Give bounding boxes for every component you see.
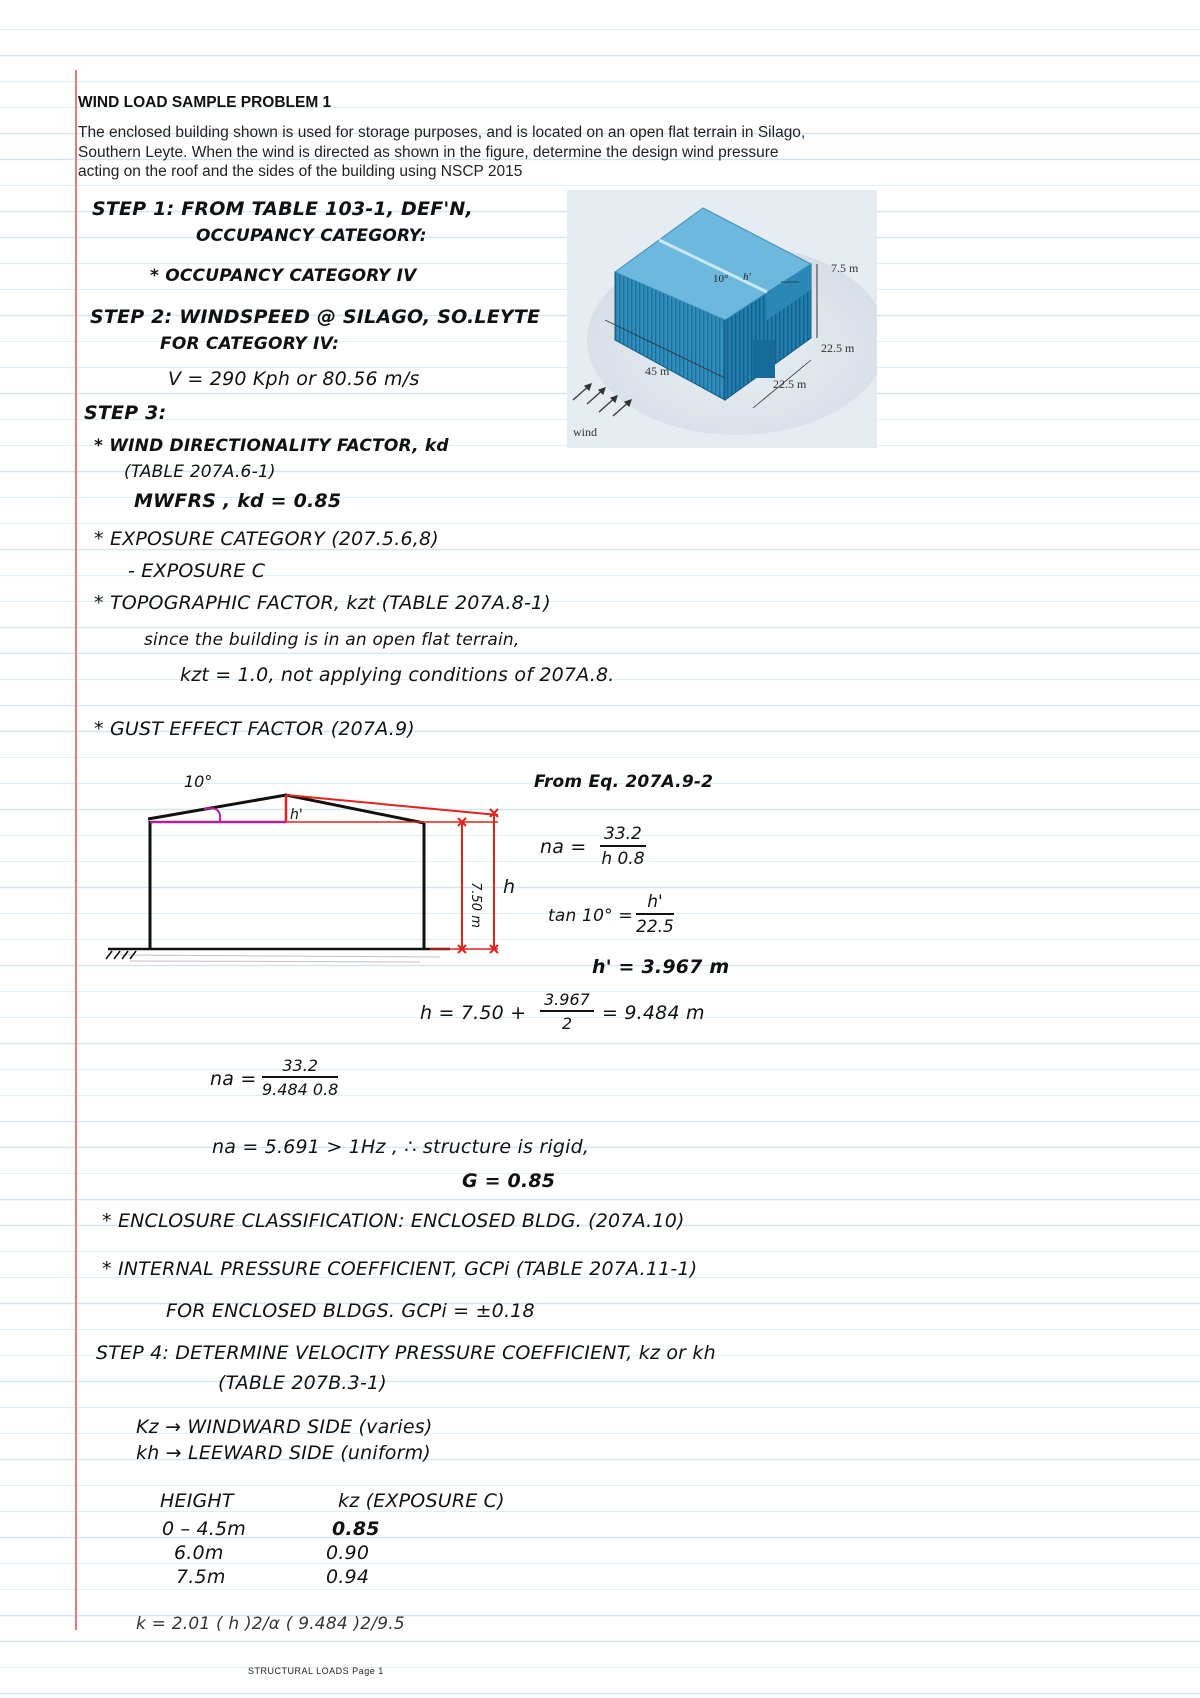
h-fraction — [540, 990, 594, 1033]
cutoff-equation: k = 2.01 ( h )2/α ( 9.484 )2/9.5 — [136, 1614, 405, 1634]
na2-lhs: na = — [210, 1068, 257, 1090]
fig-roof-angle: 10° — [713, 273, 729, 285]
sketch-hprime: h' — [290, 807, 303, 823]
step1-line1: STEP 1: FROM TABLE 103-1, DEF'N, — [92, 198, 473, 220]
table-height-header: HEIGHT — [160, 1490, 234, 1512]
topo-reason: since the building is in an open flat terrain, — [144, 630, 520, 650]
topo-value: kzt = 1.0, not applying conditions of 207A.8. — [180, 664, 615, 686]
step4-table: (TABLE 207B.3-1) — [218, 1372, 387, 1394]
table-row-2-kz: 0.90 — [326, 1542, 370, 1564]
kz-definition: Kz → WINDWARD SIDE (varies) — [136, 1416, 433, 1438]
na-fraction — [600, 824, 646, 869]
hprime-value: h' = 3.967 m — [592, 956, 730, 978]
kd-table: (TABLE 207A.6-1) — [124, 462, 276, 482]
table-row-2-height: 6.0m — [174, 1542, 224, 1564]
table-row-3-height: 7.5m — [176, 1566, 226, 1588]
topo-heading: * TOPOGRAPHIC FACTOR, kzt (TABLE 207A.8-1) — [94, 592, 551, 614]
step2-line2: FOR CATEGORY IV: — [160, 334, 340, 354]
fig-half-width-top: 22.5 m — [821, 341, 855, 355]
kh-definition: kh → LEEWARD SIDE (uniform) — [136, 1442, 431, 1464]
gcpi-heading: * INTERNAL PRESSURE COEFFICIENT, GCPi (TABLE 207A.11-1) — [102, 1258, 698, 1280]
na2-fraction — [262, 1056, 338, 1099]
gcpi-value: FOR ENCLOSED BLDGS. GCPi = ±0.18 — [166, 1300, 535, 1322]
kd-heading: * WIND DIRECTIONALITY FACTOR, kd — [94, 436, 449, 456]
step4-heading: STEP 4: DETERMINE VELOCITY PRESSURE COEFFICIENT, kz or kh — [96, 1342, 716, 1364]
page-title: WIND LOAD SAMPLE PROBLEM 1 — [78, 94, 332, 111]
sketch-h-label: h — [503, 876, 516, 898]
na2-numerator: 33.2 — [262, 1056, 338, 1078]
page-footer: STRUCTURAL LOADS Page 1 — [248, 1666, 384, 1676]
enclosure-line: * ENCLOSURE CLASSIFICATION: ENCLOSED BLDG. (207A.10) — [102, 1210, 685, 1232]
h-numerator: 3.967 — [540, 990, 594, 1012]
table-row-1-kz: 0.85 — [332, 1518, 380, 1540]
step2-answer: V = 290 Kph or 80.56 m/s — [168, 368, 420, 390]
notebook-margin-line — [75, 70, 77, 1630]
step3-heading: STEP 3: — [84, 402, 167, 424]
fig-wind-label: wind — [573, 425, 597, 439]
kd-value: MWFRS , kd = 0.85 — [134, 490, 342, 512]
tan-numerator: h' — [636, 892, 674, 915]
h-lhs: h = 7.50 + — [420, 1002, 527, 1024]
na2-denominator: 9.484 0.8 — [262, 1080, 339, 1099]
gust-heading: * GUST EFFECT FACTOR (207A.9) — [94, 718, 415, 740]
table-row-1-height: 0 – 4.5m — [162, 1518, 246, 1540]
tan-fraction — [636, 892, 674, 937]
tan-lhs: tan 10° = — [548, 906, 633, 926]
sketch-h75: 7.50 m — [468, 882, 483, 928]
building-illustration — [567, 190, 877, 448]
na-numerator: 33.2 — [600, 824, 646, 847]
step1-answer: * OCCUPANCY CATEGORY IV — [150, 266, 417, 286]
sketch-angle: 10° — [184, 772, 213, 791]
na-lhs: na = — [540, 836, 587, 858]
gust-factor-value: G = 0.85 — [462, 1170, 556, 1192]
na2-result: na = 5.691 > 1Hz , ∴ structure is rigid, — [212, 1136, 590, 1158]
step2-line1: STEP 2: WINDSPEED @ SILAGO, SO.LEYTE — [90, 306, 541, 328]
table-row-3-kz: 0.94 — [326, 1566, 370, 1588]
na-denominator: h 0.8 — [601, 849, 645, 869]
from-equation: From Eq. 207A.9-2 — [534, 772, 714, 792]
table-kz-header: kz (EXPOSURE C) — [338, 1490, 505, 1512]
h-result: = 9.484 m — [602, 1002, 705, 1024]
step1-line2: OCCUPANCY CATEGORY: — [196, 226, 427, 246]
exposure-value: - EXPOSURE C — [128, 560, 266, 582]
h-denominator: 2 — [561, 1014, 572, 1033]
building-section-sketch — [100, 765, 500, 965]
problem-statement: The enclosed building shown is used for storage purposes, and is located on an open flat terrain in Silago, Southern Leyte. When the wind is directed as shown in the figure, determine the design wind pressure acting on the roof and the sides of the building using NSCP 2015 — [78, 124, 806, 180]
fig-length: 45 m — [645, 364, 670, 378]
fig-half-width-bottom: 22.5 m — [773, 377, 807, 391]
exposure-heading: * EXPOSURE CATEGORY (207.5.6,8) — [94, 528, 439, 550]
fig-height: 7.5 m — [831, 261, 859, 275]
tan-denominator: 22.5 — [636, 917, 674, 937]
fig-roof-rise: h' — [743, 271, 751, 283]
